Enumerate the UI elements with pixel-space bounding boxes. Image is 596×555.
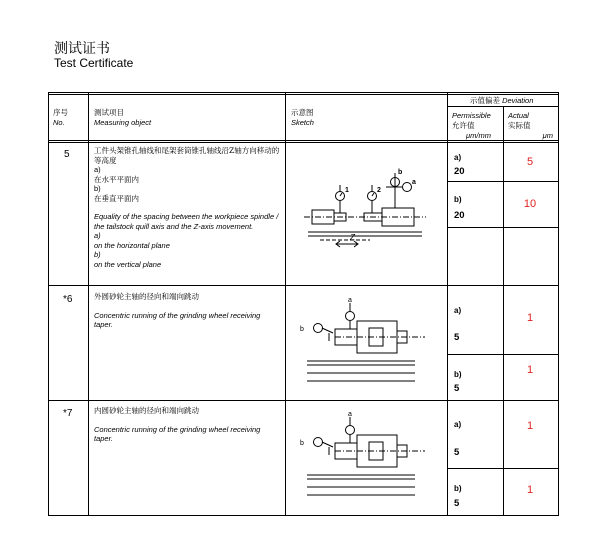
row-7-object: 内圆砂轮主轴的径向和端向跳动 Concentric running of the grinding wheel receiving taper.: [94, 406, 261, 443]
row-7-number: *7: [63, 408, 73, 419]
row-5-perm-b-label: b): [454, 195, 462, 204]
row-6-sketch-label-a: a: [348, 297, 352, 304]
row-7-sketch-label-a: a: [348, 411, 352, 418]
header-no: 序号 No.: [53, 108, 68, 127]
header-measuring-object: 测试项目 Measuring object: [94, 108, 152, 127]
row-7-perm-b-label: b): [454, 484, 462, 493]
row-5-sketch: [300, 160, 430, 260]
row-6-number: *6: [63, 294, 73, 305]
row-7-actual-b: 1: [526, 484, 534, 496]
row-7-perm-a-label: a): [454, 420, 462, 429]
row-6-sketch: [295, 293, 435, 391]
row-6-object: 外圆砂轮主轴的径向和端向跳动 Concentric running of the grinding wheel receiving taper.: [94, 292, 261, 329]
row-5-perm-a-label: a): [454, 153, 462, 162]
header-deviation: 示值偏差 Deviation: [470, 96, 534, 105]
row-7-perm-a: 5: [454, 447, 460, 458]
row-6-perm-a-label: a): [454, 306, 462, 315]
row-6-perm-a: 5: [454, 332, 460, 343]
row-5-sketch-label-b: b: [398, 169, 403, 176]
row-5-sketch-label-a: a: [412, 179, 416, 186]
row-5-object: 工件头架锥孔轴线和尾架套筒锥孔轴线沿Z轴方向移动的等高度 a) 在水平平面内 b) 在垂直平面内 Equality of the spacing between the workpiece spindle / the tailstock quill axis and the Z-axis movement. a) on the horizontal plane b) on the vertical plane: [94, 146, 280, 269]
row-7-sketch-label-b: b: [300, 440, 304, 447]
page-title-en: Test Certificate: [54, 56, 134, 70]
row-7-actual-a: 1: [526, 420, 534, 432]
row-6-perm-b-label: b): [454, 370, 462, 379]
page-title-cn: 测试证书: [54, 41, 110, 57]
row-5-sketch-label-2: 2: [377, 187, 381, 194]
header-actual: Actual 实际值 μm: [508, 111, 553, 140]
row-5-sketch-label-1: 1: [345, 187, 349, 194]
row-6-actual-b: 1: [526, 364, 534, 376]
row-7-sketch: [295, 407, 435, 505]
row-5-actual-a: 5: [526, 156, 534, 168]
row-5-number: 5: [64, 149, 70, 160]
row-7-perm-b: 5: [454, 498, 460, 509]
row-5-actual-b: 10: [523, 198, 537, 210]
row-6-actual-a: 1: [526, 312, 534, 324]
header-permissible: Permissible 允许值 μm/mm: [452, 111, 491, 140]
row-5-perm-b: 20: [454, 210, 465, 221]
header-sketch: 示意图 Sketch: [291, 108, 314, 127]
row-5-perm-a: 20: [454, 166, 465, 177]
row-5-sketch-label-z: Z: [350, 233, 355, 242]
row-6-sketch-label-b: b: [300, 326, 304, 333]
row-6-perm-b: 5: [454, 383, 460, 394]
